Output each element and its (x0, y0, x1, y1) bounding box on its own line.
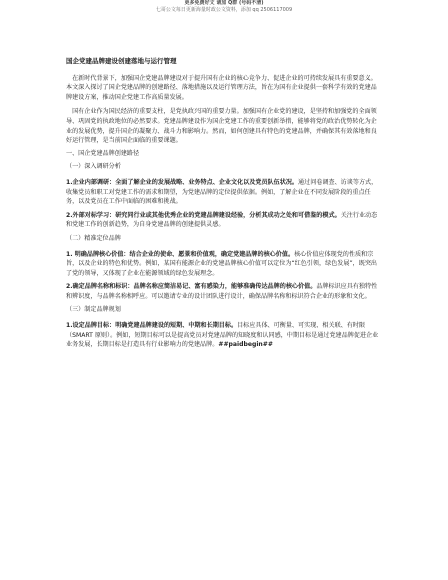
item-text: 品牌标识应具有独特性和辨识度，与品牌名称相呼应。可以邀请专业的设计团队进行设计，确保品牌名称和标识符合企业的形象和文化。 (66, 283, 378, 300)
item-text: 核心价值应体现党的性质和宗旨，以及企业的特色和优势。例如，某国有能源企业的党建品牌核心价值可以定位为“红色引领，绿色发展”，既突出了党的领导，又体现了企业在能源领域的绿色发展理念。 (66, 250, 378, 277)
list-item (66, 282, 382, 301)
subsection-heading-1a: （一）深入调研分析 (66, 163, 121, 171)
header-line-1: 更多免费好文 请加 Q群 (号码不清) (184, 0, 264, 6)
subsection-heading-1c: （三）制定品牌规划 (66, 306, 121, 314)
list-item (66, 321, 382, 350)
list-item (66, 178, 382, 207)
list-item (66, 250, 382, 279)
intro-paragraph-2: 国有企业作为国民经济的重要支柱，是党执政兴国的重要力量。加强国有企业党的建设，是坚持和加强党的全面领导、巩固党的执政地位的必然要求。党建品牌建设作为国企党建工作的重要创新举措，能够将党的政治优势转化为企业的发展优势，提升国企的凝聚力、战斗力和影响力。然而，如何创建具有特色的党建品牌，并确保其有效落地和良好运行管理，是当前国企面临的重要课题。 (66, 108, 377, 145)
item-text: 关注行业动态和党建工作的创新趋势，为自身党建品牌的创建提供灵感。 (66, 211, 378, 229)
paid-marker: ##paidbegin## (218, 341, 273, 349)
item-lead: 2.确定品牌名称和标识：品牌名称应简洁易记、富有感染力，能够准确传达品牌的核心价值。 (66, 283, 317, 291)
subsection-heading-1b: （二）精准定位品牌 (66, 234, 121, 242)
document-body (66, 57, 382, 354)
page-header (0, 0, 448, 14)
item-text: 通过问卷调查、访谈等方式，收集党员和职工对党建工作的需求和期望，为党建品牌的定位提供依据。例如，了解企业在不同发展阶段的重点任务，以及党员在工作中面临的困难和挑战。 (66, 178, 378, 206)
header-line-2: 七哥公文每日更新海量时政公文资料，添加 qq 2506117009 (155, 7, 293, 13)
item-lead: 1.设定品牌目标：明确党建品牌建设的短期、中期和长期目标。 (66, 322, 238, 330)
intro-paragraph-1: 在新时代背景下，加强国企党建品牌建设对于提升国有企业的核心竞争力、促进企业的可持续发展具有重要意义。本文深入探讨了国企党建品牌的创建路径、落地措施以及运行管理方法，旨在为国有企业提供一套科学有效的党建品牌建设方案，推动国企党建工作高质量发展。 (66, 74, 377, 101)
item-text: 目标应具体、可衡量、可实现、相关联、有时限（SMART 原则）。例如，短期目标可以是提高党员对党建品牌的知晓度和认同感，中期目标是通过党建品牌促进企业业务发展，长期目标是打造具有行业影响力的党建品牌。 (66, 322, 379, 349)
document-title: 国企党建品牌建设创建落地与运行管理 (66, 57, 177, 65)
item-lead: 1. 明确品牌核心价值：结合企业的使命、愿景和价值观，确定党建品牌的核心价值。 (66, 250, 295, 258)
item-lead: 1.企业内部调研：全面了解企业的发展战略、业务特点、企业文化以及党员队伍状况。 (66, 178, 299, 186)
list-item (66, 211, 382, 230)
section-heading-1: 一、国企党建品牌创建路径 (66, 149, 140, 157)
item-lead: 2.外部对标学习：研究同行业或其他优秀企业的党建品牌建设经验，分析其成功之处和可借鉴的模式。 (66, 211, 341, 219)
